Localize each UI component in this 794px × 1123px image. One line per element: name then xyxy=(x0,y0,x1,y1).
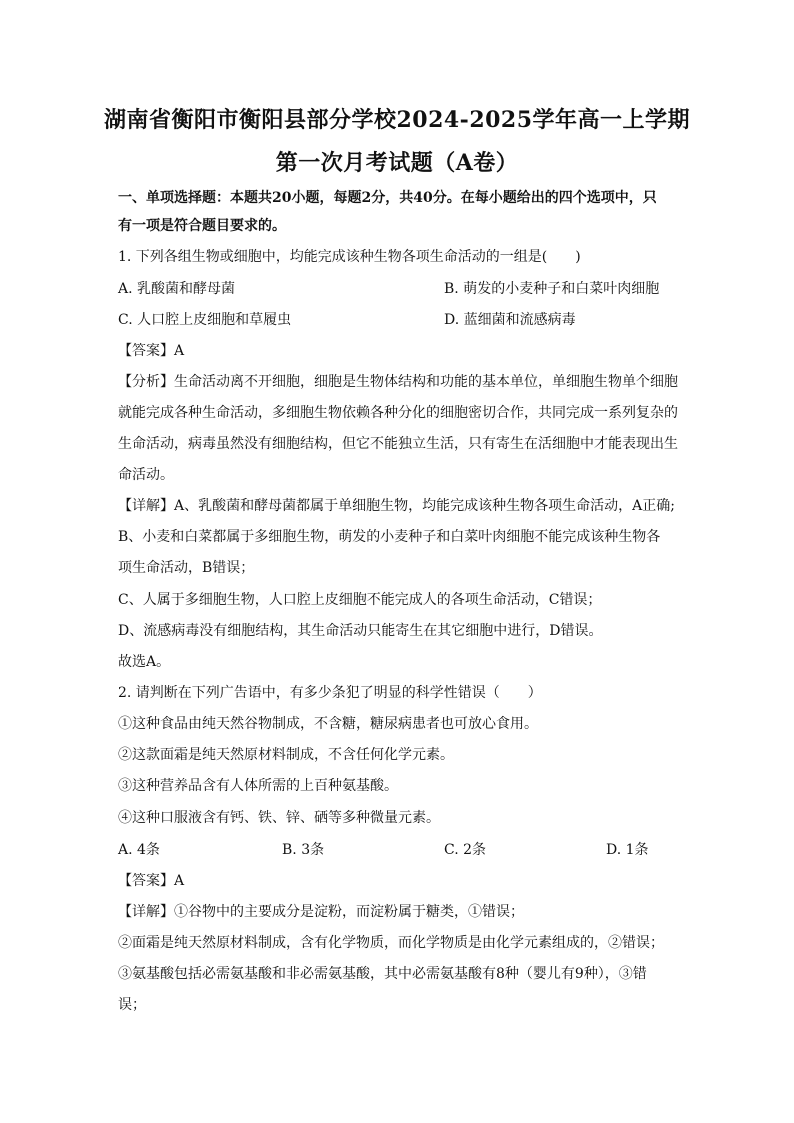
q1-detail-line3: 项生命活动，B错误； xyxy=(118,560,255,576)
q1-option-d: D. 蓝细菌和流感病毒 xyxy=(444,312,576,328)
q2-answer: 【答案】A xyxy=(118,873,185,889)
q1-answer: 【答案】A xyxy=(118,343,185,359)
q1-analysis-line2: 就能完成各种生命活动，多细胞生物依赖各种分化的细胞密切合作，共同完成一系列复杂的 xyxy=(118,405,678,421)
q2-detail-line3: ③氨基酸包括必需氨基酸和非必需氨基酸，其中必需氨基酸有8种（婴儿有9种），③错 xyxy=(118,966,647,982)
q2-item-4: ④这种口服液含有钙、铁、锌、硒等多种微量元素。 xyxy=(118,810,440,826)
q1-analysis-line4: 命活动。 xyxy=(118,467,174,483)
q2-item-3: ③这种营养品含有人体所需的上百种氨基酸。 xyxy=(118,778,398,794)
q1-stem: 1. 下列各组生物或细胞中，均能完成该种生物各项生命活动的一组是( ) xyxy=(118,249,581,265)
q2-stem: 2. 请判断在下列广告语中，有多少条犯了明显的科学性错误（ ） xyxy=(118,685,542,701)
q2-option-c: C. 2条 xyxy=(444,842,487,858)
q2-option-b: B. 3条 xyxy=(282,842,325,858)
q2-detail-line1: 【详解】①谷物中的主要成分是淀粉，而淀粉属于糖类，①错误； xyxy=(118,904,524,920)
q2-detail-line2: ②面霜是纯天然原材料制成，含有化学物质，而化学物质是由化学元素组成的，②错误； xyxy=(118,935,664,951)
exam-title-line2: 第一次月考试题（A卷） xyxy=(275,150,519,176)
section-heading-line2: 有一项是符合题目要求的。 xyxy=(118,218,286,234)
q1-detail-line1: 【详解】A、乳酸菌和酵母菌都属于单细胞生物，均能完成该种生物各项生命活动，A正确; xyxy=(118,498,675,514)
q1-analysis-line3: 生命活动，病毒虽然没有细胞结构，但它不能独立生活，只有寄生在活细胞中才能表现出生 xyxy=(118,436,678,452)
q1-detail-line5: D、流感病毒没有细胞结构，其生命活动只能寄生在其它细胞中进行，D错误。 xyxy=(118,623,603,639)
q2-option-a: A. 4条 xyxy=(118,842,160,858)
q1-detail-line2: B、小麦和白菜都属于多细胞生物，萌发的小麦种子和白菜叶肉细胞不能完成该种生物各 xyxy=(118,529,661,545)
section-heading-line1: 一、单项选择题：本题共20小题，每题2分，共40分。在每小题给出的四个选项中，只 xyxy=(118,190,657,206)
q1-analysis-line1: 【分析】生命活动离不开细胞，细胞是生物体结构和功能的基本单位，单细胞生物单个细胞 xyxy=(118,374,678,390)
exam-title-line1: 湖南省衡阳市衡阳县部分学校2024-2025学年高一上学期 xyxy=(103,107,691,133)
q1-option-b: B. 萌发的小麦种子和白菜叶肉细胞 xyxy=(444,281,660,297)
q2-item-2: ②这款面霜是纯天然原材料制成，不含任何化学元素。 xyxy=(118,747,454,763)
q1-option-c: C. 人口腔上皮细胞和草履虫 xyxy=(118,312,292,328)
q2-option-d: D. 1条 xyxy=(606,842,649,858)
q1-option-a: A. 乳酸菌和酵母菌 xyxy=(118,281,236,297)
q1-conclusion: 故选A。 xyxy=(118,654,171,670)
q2-detail-line4: 误； xyxy=(118,997,146,1013)
q1-detail-line4: C、人属于多细胞生物，人口腔上皮细胞不能完成人的各项生命活动，C错误； xyxy=(118,592,602,608)
q2-item-1: ①这种食品由纯天然谷物制成，不含糖，糖尿病患者也可放心食用。 xyxy=(118,716,538,732)
